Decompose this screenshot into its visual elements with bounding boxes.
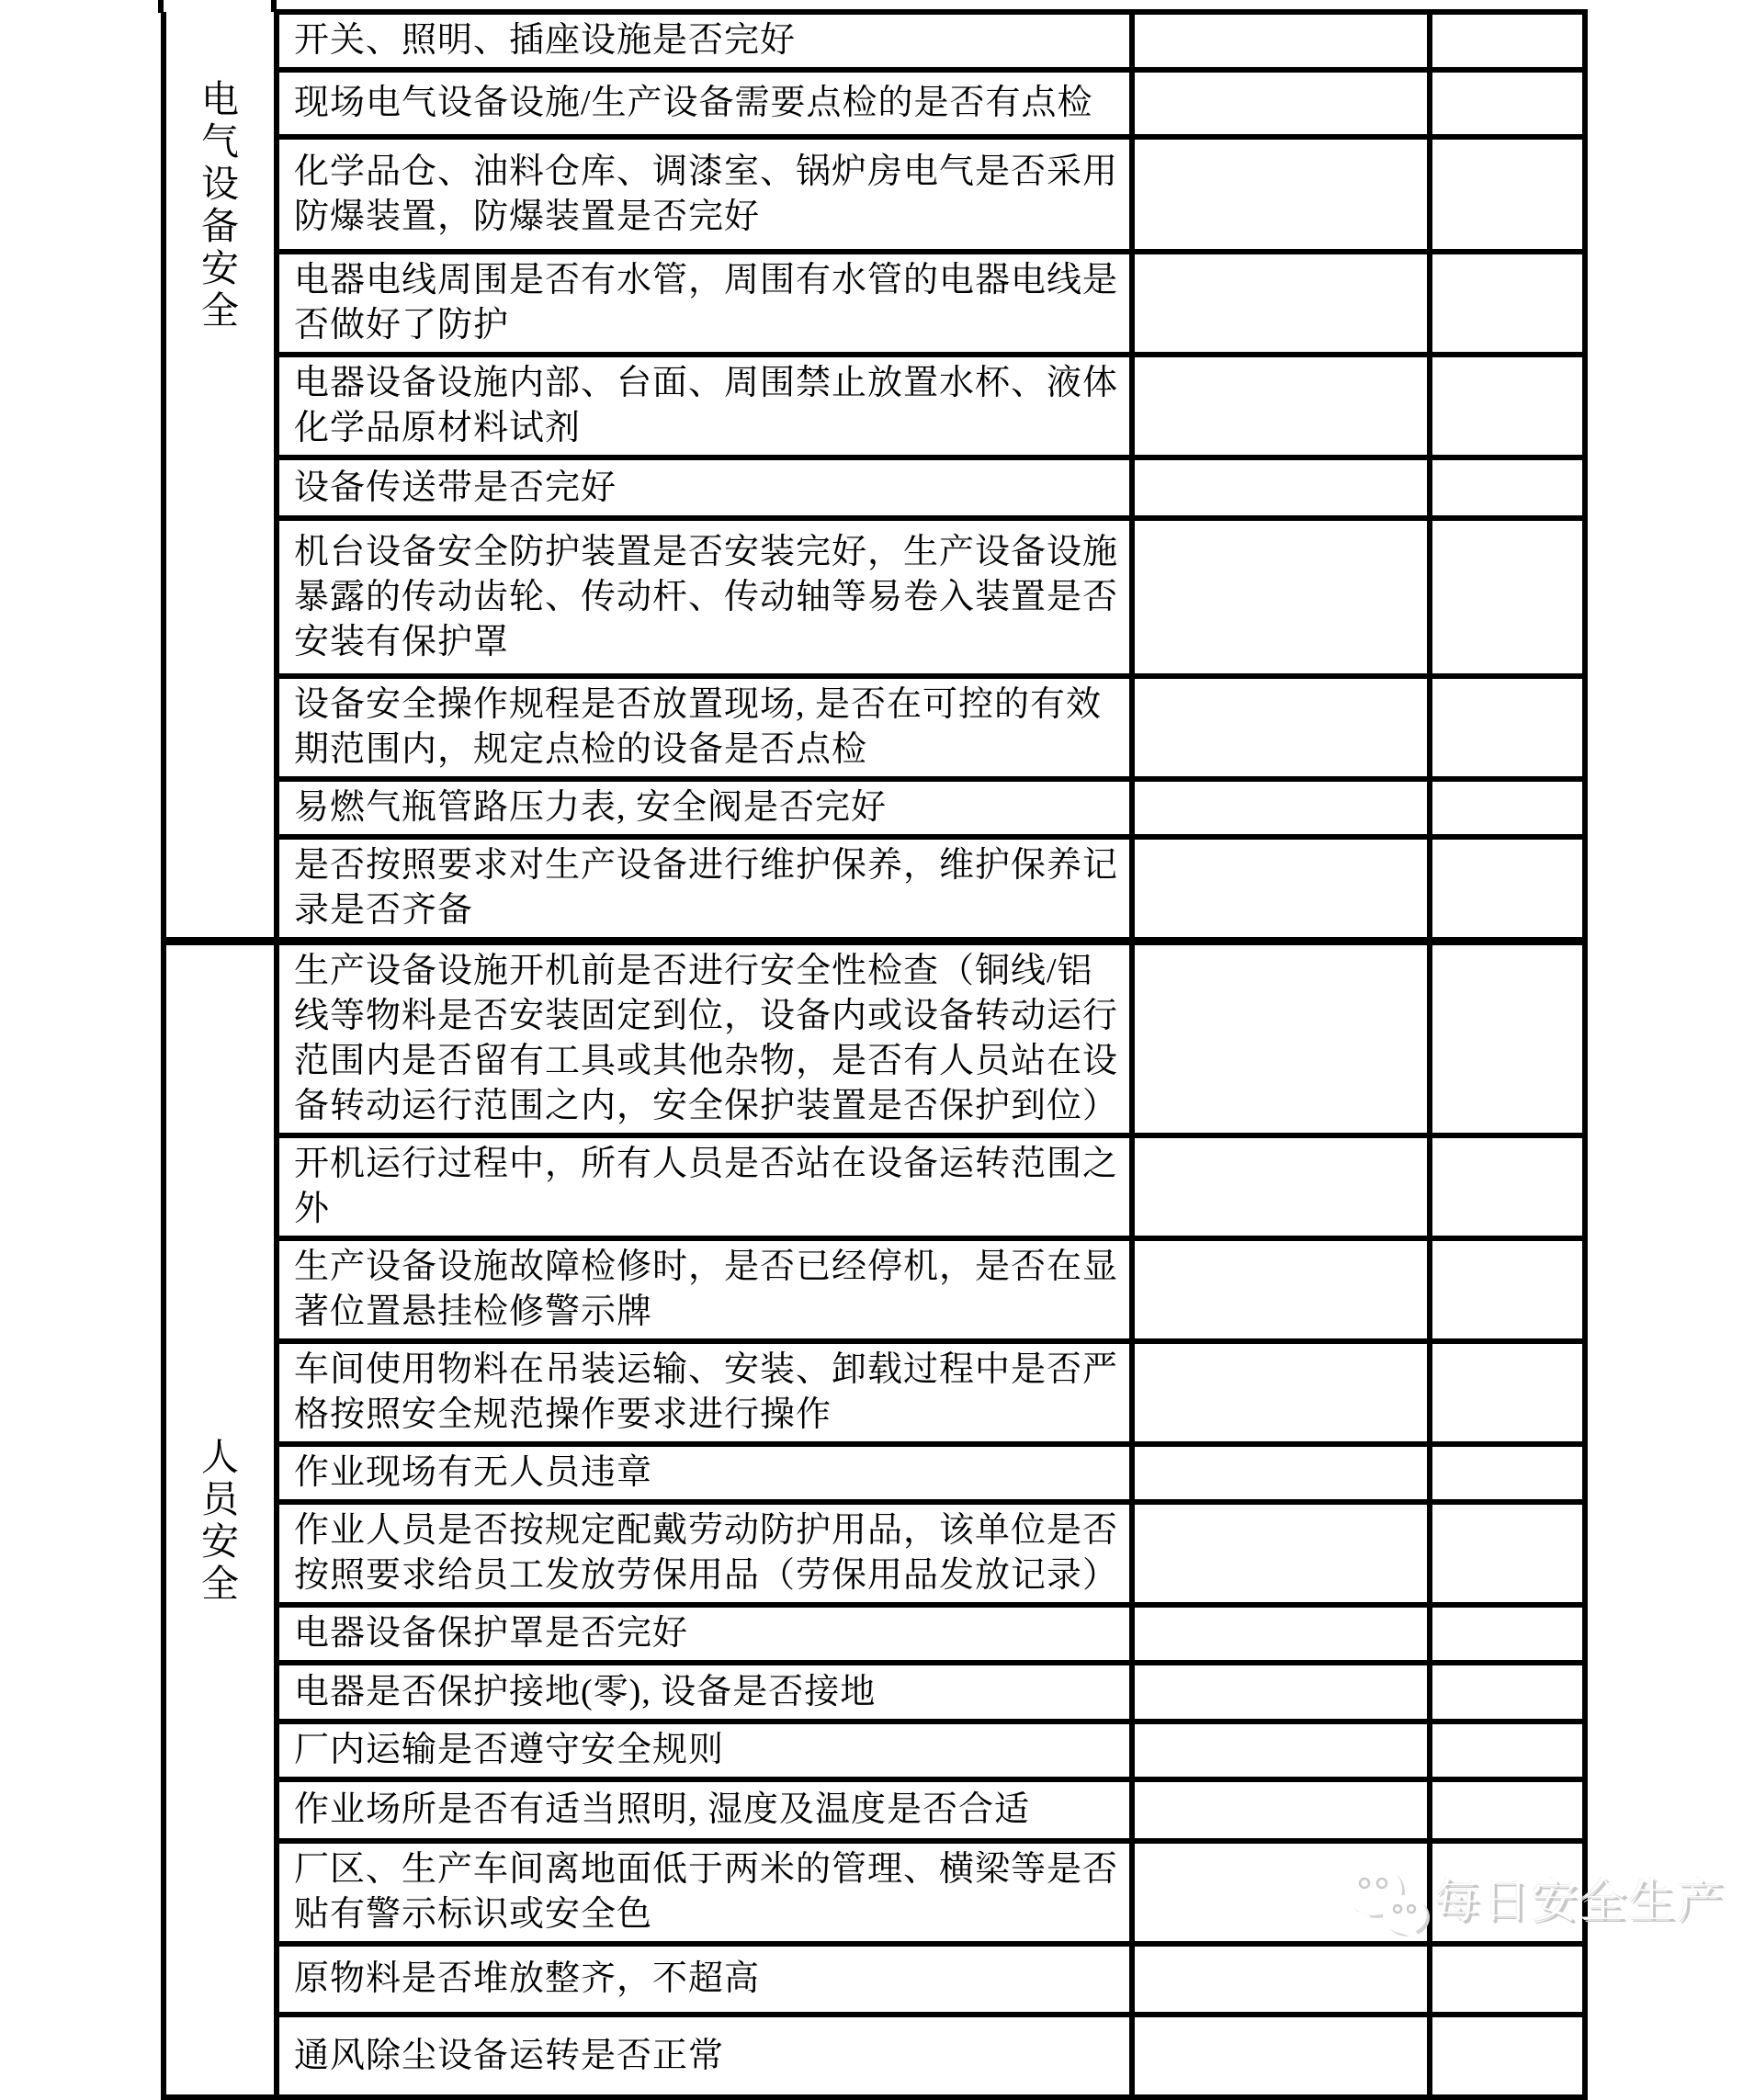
check-cell-1 [1132, 137, 1430, 252]
category-char: 安 [201, 1519, 239, 1563]
check-cell-2 [1430, 1238, 1585, 1341]
check-cell-2 [1430, 942, 1585, 1136]
category-char: 气 [201, 120, 239, 163]
category-char: 电 [201, 78, 239, 120]
check-cell-1 [1132, 1135, 1430, 1238]
category-char: 全 [201, 289, 239, 332]
category-char: 全 [201, 1562, 239, 1605]
check-cell-1 [1132, 779, 1430, 837]
table-row [164, 12, 1585, 70]
check-cell-2 [1430, 1444, 1585, 1502]
category-char: 备 [201, 205, 239, 247]
check-cell-2 [1430, 70, 1585, 137]
checklist-item-text: 现场电气设备设施/生产设备需要点检的是否有点检 [277, 70, 1132, 137]
check-cell-2 [1430, 1944, 1585, 2015]
table-row [164, 1444, 1585, 1502]
checklist-item-text: 厂内运输是否遵守安全规则 [277, 1722, 1132, 1779]
check-cell-2 [1430, 1502, 1585, 1605]
checklist-item-text: 生产设备设施故障检修时，是否已经停机，是否在显著位置悬挂检修警示牌 [277, 1238, 1132, 1341]
table-row [164, 942, 1585, 1136]
table-row [164, 457, 1585, 518]
check-cell-2 [1430, 355, 1585, 457]
table-row [164, 518, 1585, 676]
check-cell-1 [1132, 1444, 1430, 1502]
checklist-body [164, 12, 1585, 2097]
check-cell-1 [1132, 837, 1430, 942]
check-cell-1 [1132, 1722, 1430, 1779]
table-row [164, 1779, 1585, 1841]
check-cell-2 [1430, 676, 1585, 779]
checklist-item-text: 电器是否保护接地(零), 设备是否接地 [277, 1663, 1132, 1722]
table-row [164, 137, 1585, 252]
checklist-item-text: 电器设备设施内部、台面、周围禁止放置水杯、液体化学品原材料试剂 [277, 355, 1132, 457]
table-row [164, 1841, 1585, 1944]
table-row [164, 1605, 1585, 1663]
check-cell-1 [1132, 676, 1430, 779]
table-row [164, 1135, 1585, 1238]
check-cell-1 [1132, 1841, 1430, 1944]
category-char: 员 [201, 1477, 239, 1520]
check-cell-1 [1132, 1663, 1430, 1722]
checklist-item-text: 厂区、生产车间离地面低于两米的管理、横梁等是否贴有警示标识或安全色 [277, 1841, 1132, 1944]
category-char: 设 [201, 163, 239, 205]
check-cell-1 [1132, 1502, 1430, 1605]
check-cell-2 [1430, 2015, 1585, 2097]
checklist-item-text: 设备传送带是否完好 [277, 457, 1132, 518]
checklist-item-text: 设备安全操作规程是否放置现场, 是否在可控的有效期范围内，规定点检的设备是否点检 [277, 676, 1132, 779]
checklist-item-text: 开关、照明、插座设施是否完好 [277, 12, 1132, 70]
check-cell-1 [1132, 1944, 1430, 2015]
table-row [164, 1663, 1585, 1722]
check-cell-2 [1430, 1663, 1585, 1722]
check-cell-1 [1132, 1605, 1430, 1663]
checklist-item-text: 电器电线周围是否有水管，周围有水管的电器电线是否做好了防护 [277, 252, 1132, 355]
table-row [164, 676, 1585, 779]
checklist-item-text: 车间使用物料在吊装运输、安装、卸载过程中是否严格按照安全规范操作要求进行操作 [277, 1341, 1132, 1444]
check-cell-2 [1430, 1605, 1585, 1663]
check-cell-2 [1430, 837, 1585, 942]
checklist-item-text: 开机运行过程中，所有人员是否站在设备运转范围之外 [277, 1135, 1132, 1238]
check-cell-2 [1430, 1135, 1585, 1238]
check-cell-1 [1132, 12, 1430, 70]
category-cell [164, 942, 277, 2098]
table-row [164, 2015, 1585, 2097]
table-row [164, 1341, 1585, 1444]
table-row [164, 355, 1585, 457]
check-cell-2 [1430, 779, 1585, 837]
table-row [164, 252, 1585, 355]
check-cell-2 [1430, 1841, 1585, 1944]
checklist-item-text: 化学品仓、油料仓库、调漆室、锅炉房电气是否采用防爆装置，防爆装置是否完好 [277, 137, 1132, 252]
checklist-item-text: 易燃气瓶管路压力表, 安全阀是否完好 [277, 779, 1132, 837]
check-cell-2 [1430, 518, 1585, 676]
check-cell-2 [1430, 252, 1585, 355]
check-cell-1 [1132, 252, 1430, 355]
checklist-item-text: 电器设备保护罩是否完好 [277, 1605, 1132, 1663]
checklist-item-text: 生产设备设施开机前是否进行安全性检查（铜线/铝线等物料是否安装固定到位，设备内或设备转动运行范围内是否留有工具或其他杂物，是否有人员站在设备转动运行范围之内，安全保护装置是否保护到位） [277, 942, 1132, 1136]
check-cell-2 [1430, 1341, 1585, 1444]
check-cell-1 [1132, 355, 1430, 457]
check-cell-1 [1132, 518, 1430, 676]
check-cell-2 [1430, 1722, 1585, 1779]
check-cell-1 [1132, 2015, 1430, 2097]
check-cell-1 [1132, 457, 1430, 518]
checklist-item-text: 作业场所是否有适当照明, 湿度及温度是否合适 [277, 1779, 1132, 1841]
check-cell-1 [1132, 1341, 1430, 1444]
checklist-item-text: 原物料是否堆放整齐，不超高 [277, 1944, 1132, 2015]
check-cell-2 [1430, 12, 1585, 70]
check-cell-1 [1132, 942, 1430, 1136]
table-row [164, 837, 1585, 942]
checklist-item-text: 通风除尘设备运转是否正常 [277, 2015, 1132, 2097]
table-row [164, 70, 1585, 137]
checklist-item-text: 作业现场有无人员违章 [277, 1444, 1132, 1502]
watermark-text: 每日安全生产 [1433, 1876, 1726, 1928]
category-cell [164, 12, 277, 942]
checklist-item-text: 是否按照要求对生产设备进行维护保养，维护保养记录是否齐备 [277, 837, 1132, 942]
category-char: 人 [201, 1435, 239, 1478]
checklist-item-text: 作业人员是否按规定配戴劳动防护用品，该单位是否按照要求给员工发放劳保用品（劳保用品发放记录） [277, 1502, 1132, 1605]
table-row [164, 1502, 1585, 1605]
check-cell-2 [1430, 1779, 1585, 1841]
check-cell-1 [1132, 1779, 1430, 1841]
table-row [164, 1238, 1585, 1341]
check-cell-1 [1132, 70, 1430, 137]
table-row [164, 779, 1585, 837]
check-cell-2 [1430, 457, 1585, 518]
table-row [164, 1944, 1585, 2015]
checklist-item-text: 机台设备安全防护装置是否安装完好，生产设备设施暴露的传动齿轮、传动杆、传动轴等易卷入装置是否安装有保护罩 [277, 518, 1132, 676]
safety-checklist-table [161, 9, 1588, 2100]
check-cell-2 [1430, 137, 1585, 252]
category-char: 安 [201, 247, 239, 289]
check-cell-1 [1132, 1238, 1430, 1341]
table-row [164, 1722, 1585, 1779]
